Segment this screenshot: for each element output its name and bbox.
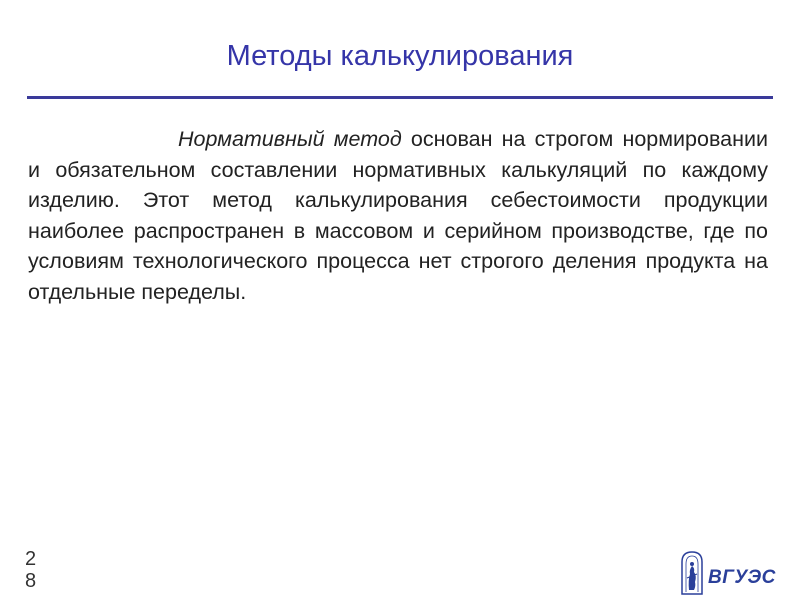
body-paragraph (28, 124, 768, 307)
university-logo (678, 550, 778, 596)
page-number-digit-1: 2 (25, 548, 37, 570)
body-term: Нормативный метод (178, 127, 402, 151)
title-divider (27, 96, 773, 99)
university-emblem-icon (678, 550, 778, 596)
page-number (25, 548, 45, 592)
page-number-digit-2: 8 (25, 570, 37, 592)
logo-text: ВГУЭС (708, 567, 776, 588)
slide-title: Методы калькулирования (226, 40, 574, 72)
body-text: основан на строгом нормировании и обязательном составлении нормативных калькуляций по каждому изделию. Этот метод калькулирования себестоимости продукции наиболее распространен в массовом и серийном производстве, где по условиям технологического процесса нет строгого деления продукта на отдельные переделы. (28, 127, 768, 304)
